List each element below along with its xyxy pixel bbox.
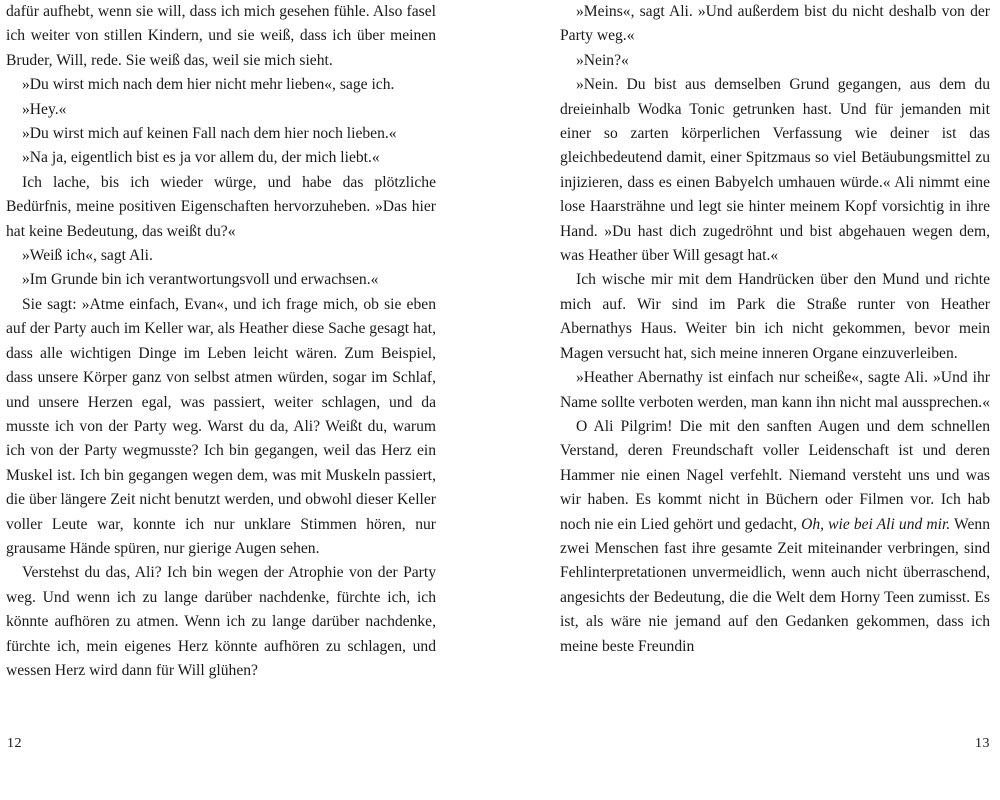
italic-text: Oh, wie bei Ali und mir.: [801, 515, 951, 533]
paragraph: »Nein?«: [576, 51, 629, 69]
paragraph: »Nein. Du bist aus demselben Grund gegangen, aus dem du dreieinhalb Wodka Tonic getrunken hast. Und für jemanden mit einer so zarten körperlichen Verfassung wie deiner ist das gleichbedeutend damit, einer Spitzmaus so viel Betäubungsmittel zu injizieren, dass es einen Babyelch umhauen würde.« Ali nimmt eine lose Haarsträhne und legt sie hinter meinem Kopf vorsichtig in ihre Hand. »Du hast dich zugedröhnt und bist abgehauen wegen dem, was Heather über Will gesagt hat.«: [560, 76, 990, 265]
paragraph: »Na ja, eigentlich bist es ja vor allem du, der mich liebt.«: [22, 149, 380, 167]
page-number-left: 12: [7, 736, 22, 751]
paragraph: »Du wirst mich auf keinen Fall nach dem hier noch lieben.«: [22, 125, 397, 143]
paragraph: »Weiß ich«, sagt Ali.: [22, 247, 153, 265]
text-span: Wenn zwei Menschen fast ihre gesamte Zeit miteinander verbringen, sind Fehlinterpretationen unvermeidlich, wenn auch nicht überraschend, angesichts der Bedeutung, die die Welt dem Horny Teen zumisst. Es ist, als wäre nie jemand auf den Gedanken gekommen, dass ich meine beste Freundin: [560, 515, 990, 655]
paragraph: Verstehst du das, Ali? Ich bin wegen der Atrophie von der Party weg. Und wenn ich zu lange darüber nachdenke, fürchte ich, ich könnte aufhören zu atmen. Wenn ich zu lange darüber nachdenke, fürchte ich, mein eigenes Herz könnte aufhören zu schlagen, und wessen Herz wird dann für Will glühen?: [6, 564, 436, 679]
paragraph: Ich lache, bis ich wieder würge, und habe das plötzliche Bedürfnis, meine positiven Eigenschaften hervorzuheben. »Das hier hat keine Bedeutung, das weißt du?«: [6, 173, 436, 240]
page-number-right: 13: [975, 736, 990, 751]
text-span: O Ali Pilgrim! Die mit den sanften Augen und dem schnellen Verstand, deren Freundschaft voller Leidenschaft ist und deren Hammer nie einen Nagel verfehlt. Niemand versteht uns und was wir haben. Es kommt nicht in Büchern oder Filmen vor. Ich hab noch nie ein Lied gehört und gedacht,: [560, 417, 990, 533]
paragraph: dafür aufhebt, wenn sie will, dass ich mich gesehen fühle. Also fasel ich weiter von stillen Kindern, und sie weiß, dass ich über meinen Bruder, Will, rede. Sie weiß das, weil sie mich sieht.: [6, 3, 436, 69]
paragraph: Ich wische mir mit dem Handrücken über den Mund und richte mich auf. Wir sind im Park die Straße runter von Heather Abernathys Haus. Weiter bin ich nicht gekommen, bevor mein Magen versucht hat, sich meine inneren Organe einzuverleiben.: [560, 271, 990, 362]
paragraph: Sie sagt: »Atme einfach, Evan«, und ich frage mich, ob sie eben auf der Party auch im Keller war, als Heather diese Sache gesagt hat, dass alle wichtigen Dinge im Leben leicht wären. Zum Beispiel, dass unsere Körper ganz von selbst atmen würden, sogar im Schlaf, und unsere Herzen egal, was passiert, weiter schlagen, und da musste ich von der Party weg. Warst du da, Ali? Weißt du, warum ich von der Party wegmusste? Ich bin gegangen, weil das Herz ein Muskel ist. Ich bin gegangen wegen dem, was mit Muskeln passiert, die über längere Zeit nicht benutzt werden, und obwohl dieser Keller voller Leute war, konnte ich nur unklare Stimmen hören, nur grausame Hände spüren, nur gierige Augen sehen.: [6, 295, 436, 557]
right-page: [560, 0, 990, 659]
paragraph-with-italic: [560, 415, 990, 659]
paragraph: »Du wirst mich nach dem hier nicht mehr lieben«, sage ich.: [22, 76, 395, 94]
paragraph: »Heather Abernathy ist einfach nur scheiße«, sagte Ali. »Und ihr Name sollte verboten werden, man kann ihn nicht mal aussprechen.«: [560, 369, 990, 411]
paragraph: »Im Grunde bin ich verantwortungsvoll und erwachsen.«: [22, 271, 379, 289]
left-page: [6, 0, 436, 683]
paragraph: »Hey.«: [22, 100, 67, 118]
paragraph: »Meins«, sagt Ali. »Und außerdem bist du nicht deshalb von der Party weg.«: [560, 3, 990, 45]
